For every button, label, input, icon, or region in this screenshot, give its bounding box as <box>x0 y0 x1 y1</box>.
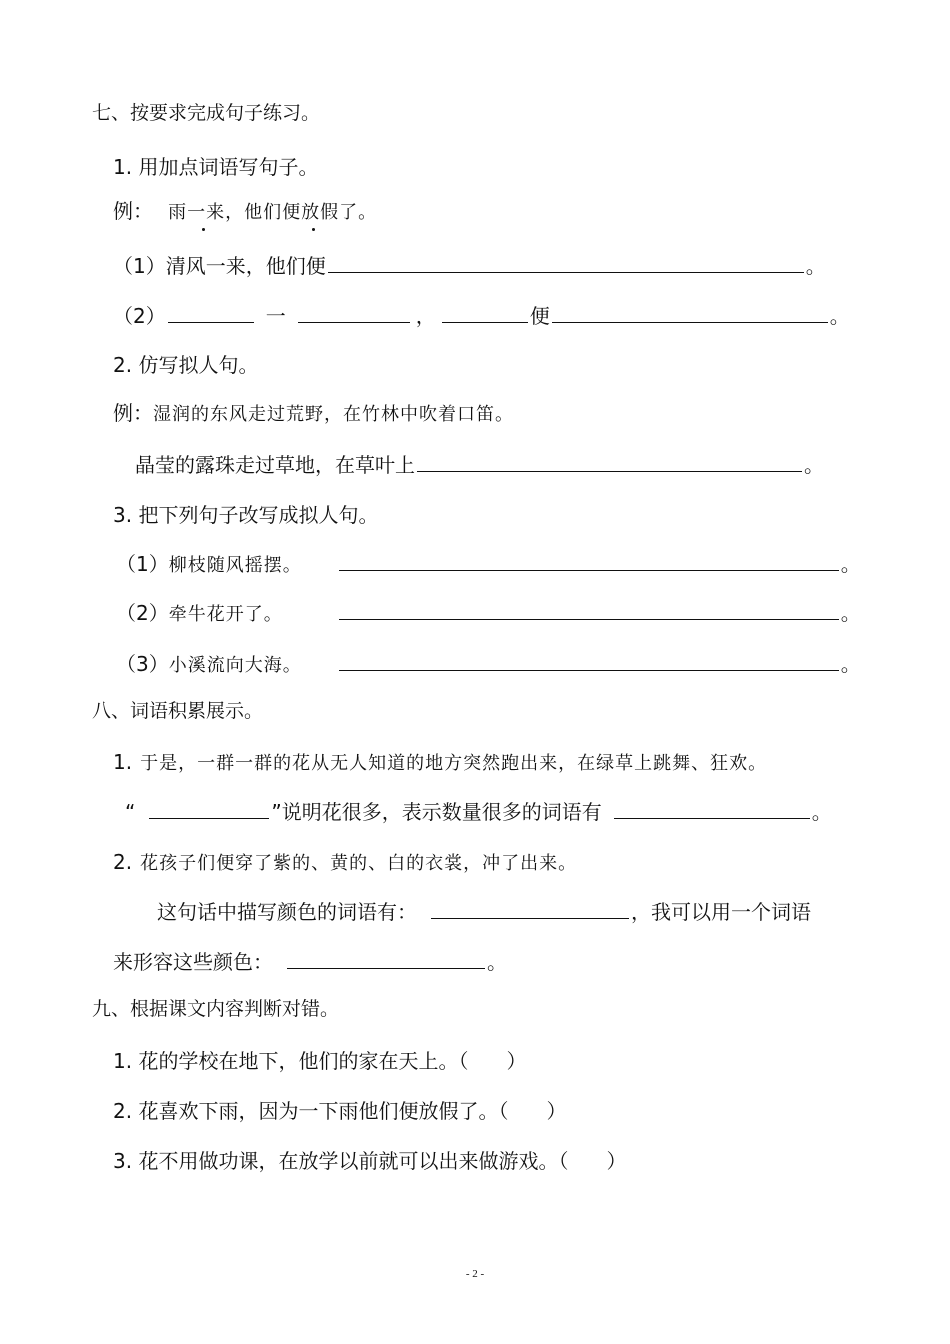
answer-blank[interactable] <box>287 967 485 969</box>
s9-item: 3. 花不用做功课，在放学以前就可以出来做游戏。（ ） <box>113 1149 627 1173</box>
example-text: 雨一来，他们便放假了。 <box>168 202 378 223</box>
s8-q2-line1: 这句话中描写颜色的词语有： ，我可以用一个词语 <box>157 900 811 924</box>
s7-q1-title: 1. 用加点词语写句子。 <box>113 155 319 179</box>
answer-blank[interactable] <box>298 321 410 323</box>
s7-q2-task: 晶莹的露珠走过草地，在草叶上 。 <box>135 453 824 477</box>
section-9-title: 九、根据课文内容判断对错。 <box>92 998 340 1020</box>
s7-q1-example <box>113 201 377 222</box>
answer-blank[interactable] <box>168 321 254 323</box>
emphasis-dot <box>312 228 315 231</box>
answer-blank[interactable] <box>149 817 269 819</box>
s9-item: 2. 花喜欢下雨，因为一下雨他们便放假了。（ ） <box>113 1099 567 1123</box>
answer-blank[interactable] <box>442 321 528 323</box>
answer-blank[interactable] <box>339 569 839 571</box>
s7-q3-item: （2）牵牛花开了。 。 <box>116 601 861 625</box>
answer-blank[interactable] <box>328 271 804 273</box>
answer-blank[interactable] <box>614 817 810 819</box>
s7-q3-item: （1）柳枝随风摇摆。 。 <box>116 552 861 576</box>
answer-blank[interactable] <box>417 470 802 472</box>
section-7-title: 七、按要求完成句子练习。 <box>92 102 321 124</box>
s8-q1-task: “ ”说明花很多，表示数量很多的词语有 。 <box>125 800 832 824</box>
section-8-title: 八、词语积累展示。 <box>92 700 264 722</box>
emphasis-dot <box>202 228 205 231</box>
s7-q2-example: 例：湿润的东风走过荒野，在竹林中吹着口笛。 <box>113 401 514 425</box>
example-label: 例： <box>113 199 153 223</box>
s7-q3-item: （3）小溪流向大海。 。 <box>116 652 861 676</box>
answer-blank[interactable] <box>552 321 828 323</box>
answer-blank[interactable] <box>339 618 839 620</box>
s8-q1-sentence: 1. 于是，一群一群的花从无人知道的地方突然跑出来，在绿草上跳舞、狂欢。 <box>113 750 768 774</box>
s8-q2-line2: 来形容这些颜色： 。 <box>113 950 507 974</box>
page-number: - 2 - <box>465 1268 485 1280</box>
s7-q1-item2: （2） 一 ， 便 。 <box>113 304 850 328</box>
s9-item: 1. 花的学校在地下，他们的家在天上。（ ） <box>113 1049 527 1073</box>
s7-q3-title: 3. 把下列句子改写成拟人句。 <box>113 503 379 527</box>
s7-q2-title: 2. 仿写拟人句。 <box>113 353 259 377</box>
s8-q2-sentence: 2. 花孩子们便穿了紫的、黄的、白的衣裳，冲了出来。 <box>113 850 578 874</box>
s7-q1-item1: （1）清风一来，他们便 。 <box>113 254 826 278</box>
answer-blank[interactable] <box>431 917 629 919</box>
answer-blank[interactable] <box>339 669 839 671</box>
